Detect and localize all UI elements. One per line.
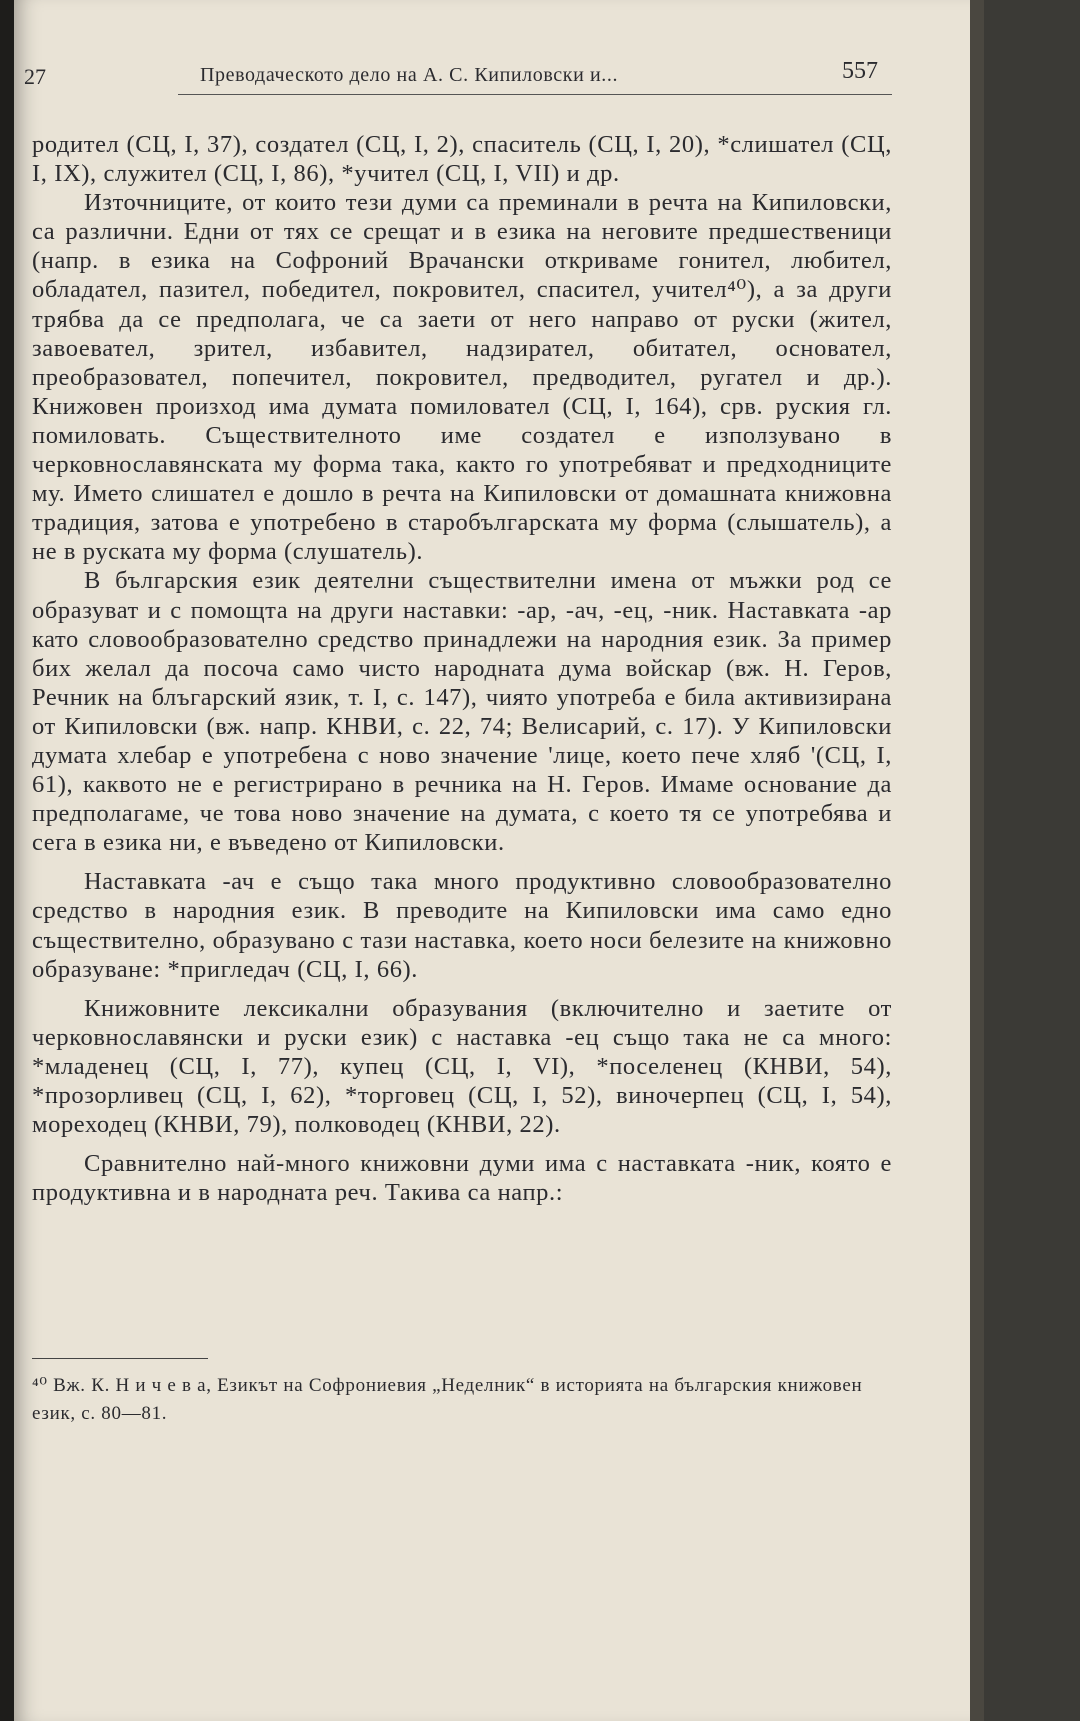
running-title: Преводаческото дело на А. С. Кипиловски и... (200, 64, 619, 86)
page-header (14, 54, 970, 94)
paragraph-4: Наставката -ач е също така много продуктивно словообразователно средство в народния език. В преводите на Кипиловски има само едно съществително, образувано с тази наставка, което носи белезите на книжовно образуване: *пригледач (СЦ, I, 66). (32, 868, 892, 983)
paragraph-6: Сравнително най-много книжовни думи има с наставката -ник, която е продуктивна и в народната реч. Такива са напр.: (32, 1150, 892, 1207)
footnote-rule (32, 1358, 208, 1359)
header-rule (178, 94, 892, 95)
page-number-left: 27 (24, 64, 46, 89)
paragraph-1: родител (СЦ, I, 37), создател (СЦ, I, 2), спаситель (СЦ, I, 20), *слишател (СЦ, I, IX), служител (СЦ, I, 86), *учител (СЦ, I, VII) и др. (32, 131, 892, 188)
book-page (14, 0, 970, 1721)
page-number: 557 (842, 58, 878, 84)
paragraph-5: Книжовните лексикални образувания (включително и заетите от черковнославянски и руски език) с наставка -ец също така не са много: *младенец (СЦ, I, 77), купец (СЦ, I, VI), *поселенец (КНВИ, 54), *прозорливец (СЦ, I, 62), *торговец (СЦ, I, 52), виночерпец (СЦ, I, 54), мореходец (КНВИ, 79), полководец (КНВИ, 22). (32, 994, 892, 1139)
paragraph-2: Източниците, от които тези думи са преминали в речта на Кипиловски, са различни. Едни от тях се срещат и в езика на неговите предшественици (напр. в езика на Софроний Врачански откриваме гонител, любител, обладател, пазител, победител, покровител, спасител, учител⁴⁰), а за други трябва да се предполага, че са заети от него направо от руски (жител, завоевател, зрител, избавител, надзирател, обитател, основател, преобразовател, попечител, покровител, предводител, ругател и др.). Книжовен произход има думата помиловател (СЦ, I, 164), срв. руския гл. помиловать. Съществителното име создател е използувано в черковнославянската му форма така, както го употребяват и предходниците му. Името слишател е дошло в речта на Кипиловски от домашната книжовна традиция, затова е употребено в старобългарската му форма (слышатель), а не в руската му форма (слушатель). (32, 189, 892, 566)
paragraph-3: В българския език деятелни съществителни имена от мъжки род се образуват и с помощта на други наставки: -ар, -ач, -ец, -ник. Наставката -ар като словообразователно средство принадлежи на народния език. За пример бих желал да посоча само чисто народната дума войскар (вж. Н. Геров, Речник на блъгарский язик, т. I, с. 147), чиято употреба е била активизирана от Кипиловски (вж. напр. КНВИ, с. 22, 74; Велисарий, с. 17). У Кипиловски думата хлебар е употребена с ново значение 'лице, което пече хляб '(СЦ, I, 61), каквото не е регистрирано в речника на Н. Геров. Имаме основание да предполагаме, че това ново значение на думата, с което тя се употребява и сега в езика ни, е въведено от Кипиловски. (32, 567, 892, 857)
main-text (32, 130, 892, 1207)
book-gutter-shadow (0, 0, 14, 1721)
footnote-40: ⁴⁰ Вж. К. Н и ч е в а, Езикът на Софрониевия „Неделник“ в историята на българския книжовен език, с. 80—81. (32, 1375, 863, 1424)
page-edge (970, 0, 984, 1721)
